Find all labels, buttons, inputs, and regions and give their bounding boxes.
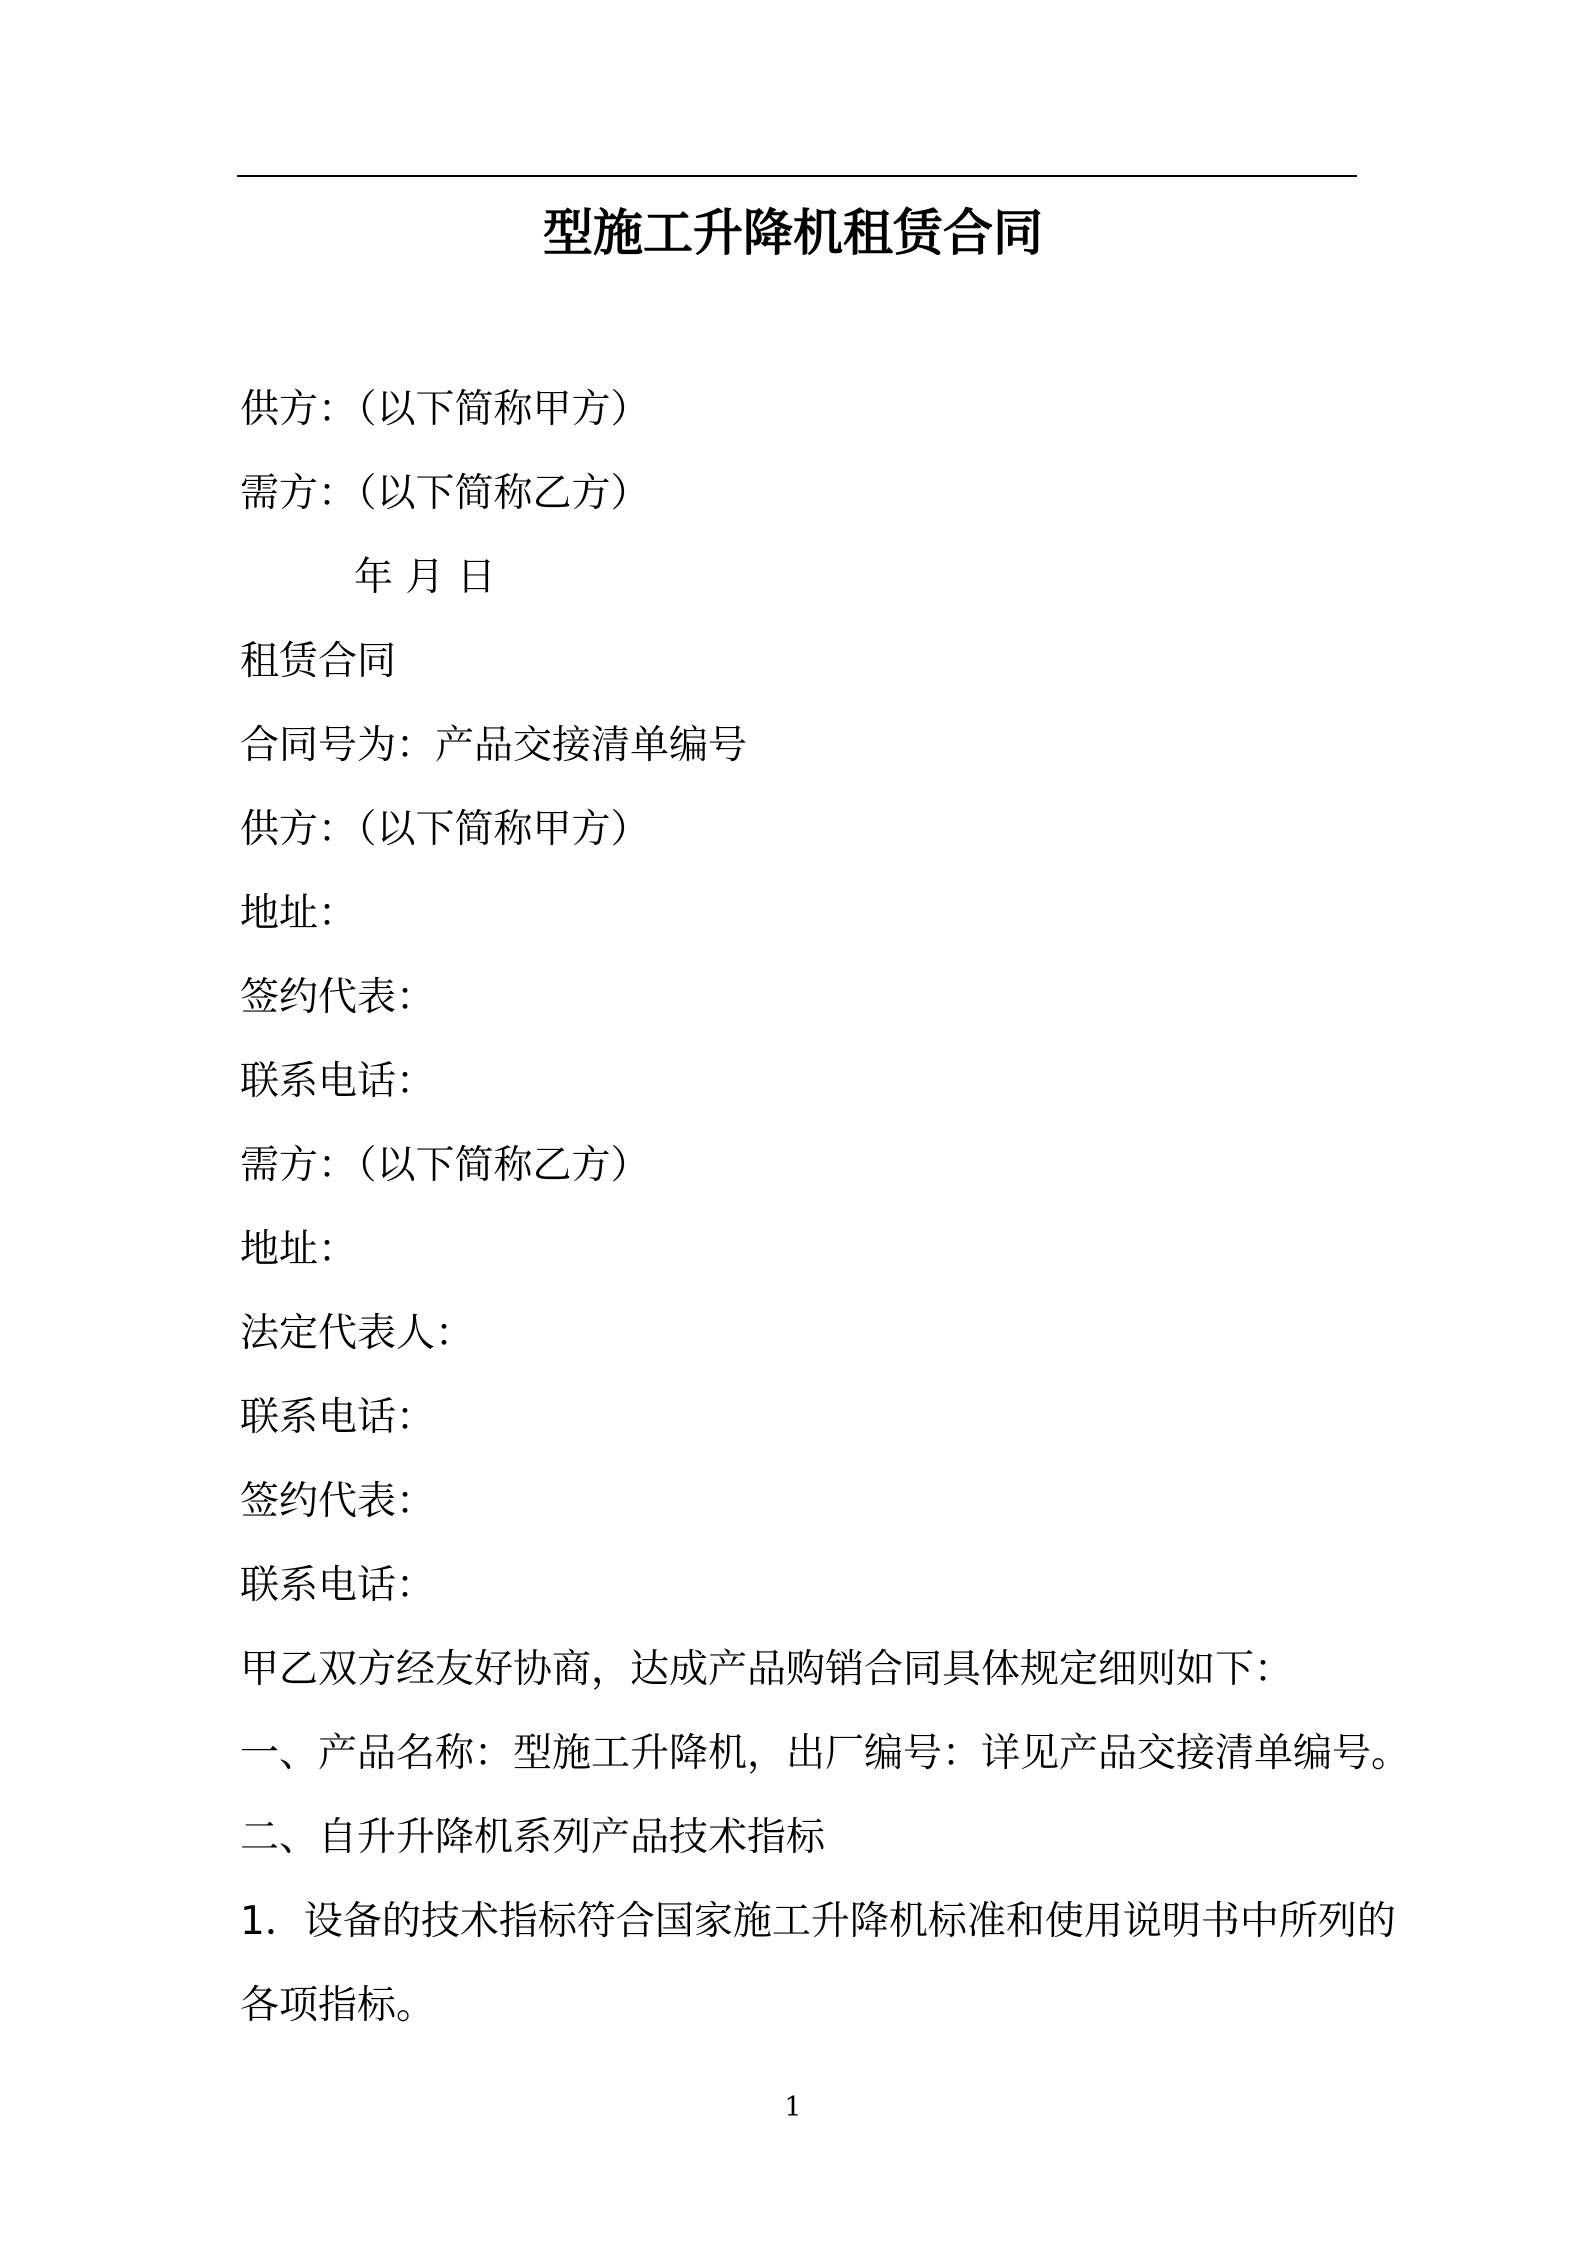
clause-2-heading: 二、自升升降机系列产品技术指标 (240, 1815, 826, 1860)
document-body (240, 368, 1411, 2048)
supplier-phone-line: 联系电话： (240, 1059, 436, 1104)
legal-representative-line: 法定代表人： (240, 1311, 475, 1356)
header-rule (237, 175, 1357, 177)
clause-2-item-1-continued: 各项指标。 (240, 1983, 436, 2028)
contract-heading: 租赁合同 (240, 639, 397, 684)
supplier-address-line: 地址： (240, 891, 358, 936)
contract-number-line: 合同号为：产品交接清单编号 (240, 723, 748, 768)
supplier-line: 供方：（以下简称甲方） (240, 387, 650, 432)
buyer-address-line: 地址： (240, 1227, 358, 1272)
agreement-intro-line: 甲乙双方经友好协商，达成产品购销合同具体规定细则如下： (240, 1647, 1294, 1692)
clause-1-product-name: 一、产品名称：型施工升降机，出厂编号：详见产品交接清单编号。 (240, 1731, 1411, 1776)
clause-2-item-1: 1．设备的技术指标符合国家施工升降机标准和使用说明书中所列的 (240, 1899, 1396, 1944)
page-number: 1 (784, 2092, 802, 2123)
supplier-line-2: 供方：（以下简称甲方） (240, 807, 650, 852)
buyer-line: 需方：（以下简称乙方） (240, 471, 650, 516)
date-line: 年 月 日 (354, 555, 496, 600)
buyer-phone-line: 联系电话： (240, 1395, 436, 1440)
document-title: 型施工升降机租赁合同 (543, 204, 1043, 262)
buyer-line-2: 需方：（以下简称乙方） (240, 1143, 650, 1188)
buyer-representative-phone-line: 联系电话： (240, 1563, 436, 1608)
supplier-representative-line: 签约代表： (240, 975, 436, 1020)
buyer-representative-line: 签约代表： (240, 1479, 436, 1524)
